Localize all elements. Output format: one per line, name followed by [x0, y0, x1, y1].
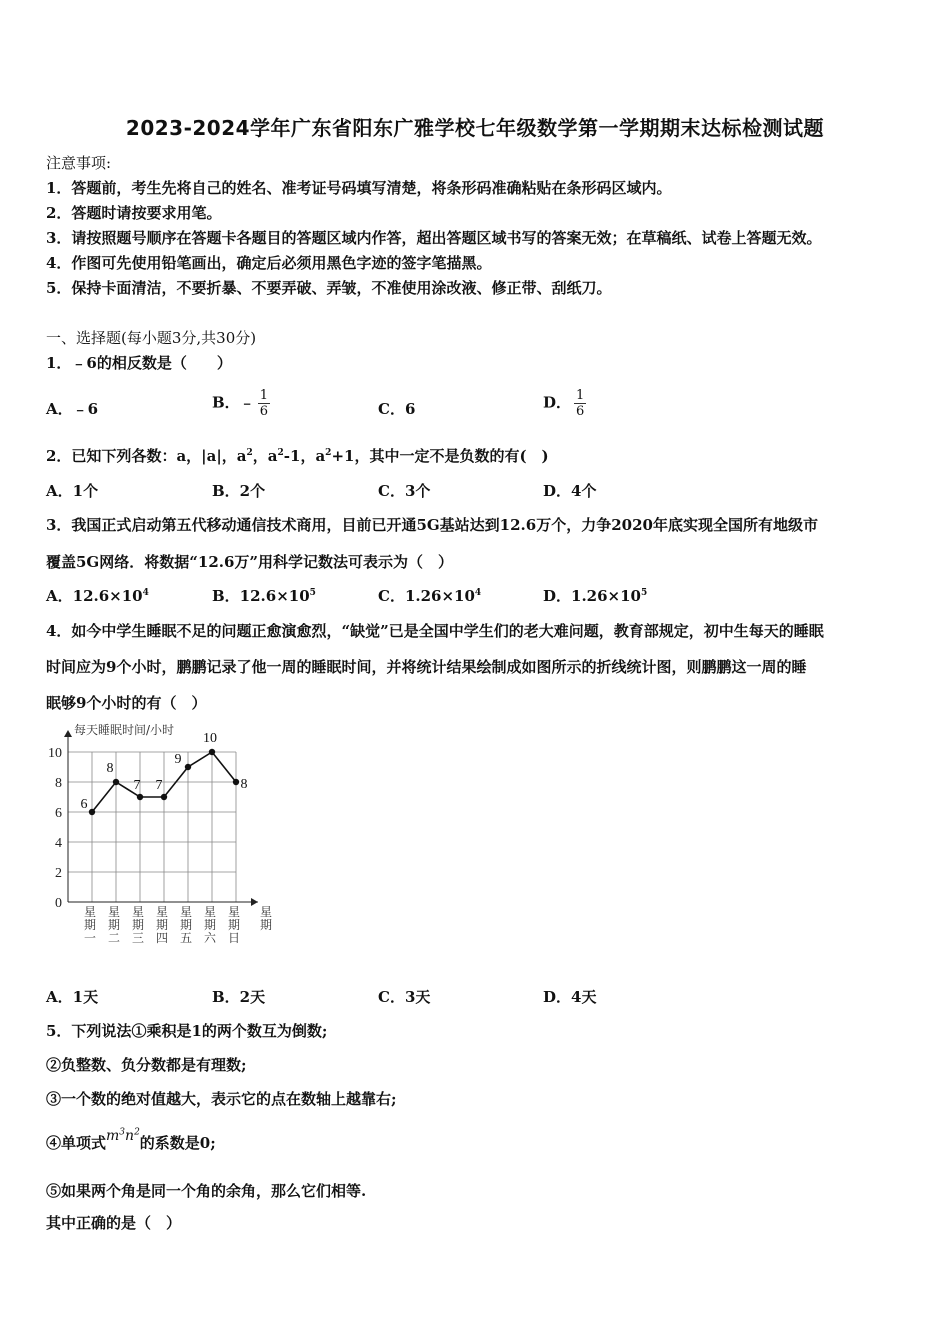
q5-statement-5: ⑤如果两个角是同一个角的余角，那么它们相等.	[46, 1182, 367, 1200]
q1-option-d: D． $\frac{1}{6}$	[543, 388, 585, 419]
y-axis-arrow	[64, 730, 72, 737]
y-tick-label: 0	[55, 896, 62, 911]
y-tick-label: 8	[55, 776, 62, 791]
data-point	[161, 794, 167, 800]
q4-option-c: C．3天	[378, 988, 431, 1006]
x-axis-title-char: 期	[259, 918, 273, 932]
x-tick-label-char: 二	[107, 931, 121, 945]
q5-statement-3: ③一个数的绝对值越大，表示它的点在数轴上越靠右;	[46, 1090, 397, 1108]
monomial-expression: $m^3n^2$	[106, 1127, 140, 1144]
x-tick-label-char: 期	[227, 918, 241, 932]
x-axis-arrow	[251, 898, 258, 906]
y-tick-label: 4	[55, 836, 62, 851]
q3-option-c: C．$1.26\times 10^4$	[378, 587, 482, 605]
q3-stem-line1: 3．我国正式启动第五代移动通信技术商用，目前已开通5G基站达到12.6万个，力争2020年底实现全国所有地级市	[46, 516, 818, 534]
x-tick-label-char: 期	[155, 918, 169, 932]
x-tick-label-char: 星	[107, 905, 121, 919]
q4-stem-line1: 4．如今中学生睡眠不足的问题正愈演愈烈，“缺觉”已是全国中学生们的老大难问题，教育部规定，初中生每天的睡眠	[46, 622, 824, 640]
q5-ask: 其中正确的是（ ）	[46, 1214, 182, 1232]
data-label: 7	[155, 778, 163, 793]
data-label: 8	[240, 777, 248, 792]
q4-option-d: D．4天	[543, 988, 597, 1006]
data-point	[89, 809, 95, 815]
data-point	[209, 749, 215, 755]
notice-item-5: 5．保持卡面清洁，不要折暴、不要弄破、弄皱，不准使用涂改液、修正带、刮纸刀。	[46, 279, 612, 297]
data-label: 8	[106, 761, 114, 776]
x-tick-label-char: 星	[155, 905, 169, 919]
x-tick-label-char: 期	[83, 918, 97, 932]
data-point	[233, 779, 239, 785]
q2-option-b: B．2个	[212, 482, 266, 500]
x-axis-title-char: 星	[259, 905, 273, 919]
notice-item-2: 2．答题时请按要求用笔。	[46, 204, 222, 222]
y-tick-label: 6	[55, 806, 62, 821]
x-tick-label-char: 期	[107, 918, 121, 932]
x-tick-label-char: 星	[83, 905, 97, 919]
x-tick-label-char: 星	[179, 905, 193, 919]
y-axis-title: 每天睡眠时间/小时	[74, 723, 175, 737]
q5-stem: 5．下列说法①乘积是1的两个数互为倒数;	[46, 1022, 328, 1040]
notice-item-1: 1．答题前，考生先将自己的姓名、准考证号码填写清楚，将条形码准确粘贴在条形码区域内。	[46, 179, 672, 197]
q3-option-d: D．$1.26\times 10^5$	[543, 587, 648, 605]
x-tick-label-char: 期	[131, 918, 145, 932]
x-tick-label-char: 星	[227, 905, 241, 919]
x-tick-label-char: 五	[179, 931, 193, 945]
data-label: 10	[203, 731, 217, 746]
q4-option-b: B．2天	[212, 988, 266, 1006]
x-tick-label-char: 四	[155, 931, 169, 945]
q4-stem-line2: 时间应为9个小时，鹏鹏记录了他一周的睡眠时间，并将统计结果绘制成如图所示的折线统计图，则鹏鹏这一周的睡	[46, 658, 807, 676]
y-tick-label: 2	[55, 866, 62, 881]
q5-statement-2: ②负整数、负分数都是有理数;	[46, 1056, 247, 1074]
q1-option-a: A．﹣6	[46, 400, 99, 418]
data-label: 9	[174, 752, 182, 767]
q1-stem: 1．﹣6的相反数是（ ）	[46, 354, 232, 372]
x-tick-label-char: 一	[83, 931, 97, 945]
notice-heading: 注意事项:	[46, 154, 112, 172]
x-tick-label-char: 期	[203, 918, 217, 932]
x-tick-label-char: 星	[131, 905, 145, 919]
x-tick-label-char: 三	[131, 931, 145, 945]
data-point	[137, 794, 143, 800]
notice-item-3: 3．请按照题号顺序在答题卡各题目的答题区域内作答，超出答题区域书写的答案无效；在草稿纸、试卷上答题无效。	[46, 229, 822, 247]
q3-option-b: B．$12.6\times 10^5$	[212, 587, 316, 605]
q3-stem-line2: 覆盖5G网络．将数据“12.6万”用科学记数法可表示为（ ）	[46, 553, 454, 571]
q2-stem: 2．已知下列各数：a，|a|，$a^2$，$a^2-1$，$a^2+1$，其中一定不是负数的有( )	[46, 447, 549, 465]
q5-statement-4: ④单项式$m^3n^2$的系数是0;	[46, 1127, 216, 1152]
q2-option-a: A．1个	[46, 482, 99, 500]
data-label: 7	[133, 778, 141, 793]
sleep-chart-svg	[40, 718, 290, 958]
x-tick-label-char: 星	[203, 905, 217, 919]
notice-item-4: 4．作图可先使用铅笔画出，确定后必须用黑色字迹的签字笔描黑。	[46, 254, 492, 272]
data-point	[113, 779, 119, 785]
x-tick-label-char: 日	[227, 931, 241, 945]
page-title: 2023-2024学年广东省阳东广雅学校七年级数学第一学期期末达标检测试题	[125, 116, 825, 140]
q4-option-a: A．1天	[46, 988, 99, 1006]
x-tick-label-char: 期	[179, 918, 193, 932]
q1-option-c: C．6	[378, 400, 416, 418]
data-label: 6	[80, 797, 88, 812]
q1-option-b: B．﹣ $\frac{1}{6}$	[212, 388, 268, 419]
q2-option-d: D．4个	[543, 482, 597, 500]
sleep-chart	[40, 718, 290, 958]
q3-option-a: A．$12.6\times 10^4$	[46, 587, 149, 605]
q4-stem-line3: 眠够9个小时的有（ ）	[46, 694, 207, 712]
x-tick-label-char: 六	[203, 931, 217, 945]
section-heading: 一、选择题(每小题3分,共30分)	[46, 329, 257, 347]
q2-option-c: C．3个	[378, 482, 431, 500]
y-tick-label: 10	[48, 746, 62, 761]
data-point	[185, 764, 191, 770]
